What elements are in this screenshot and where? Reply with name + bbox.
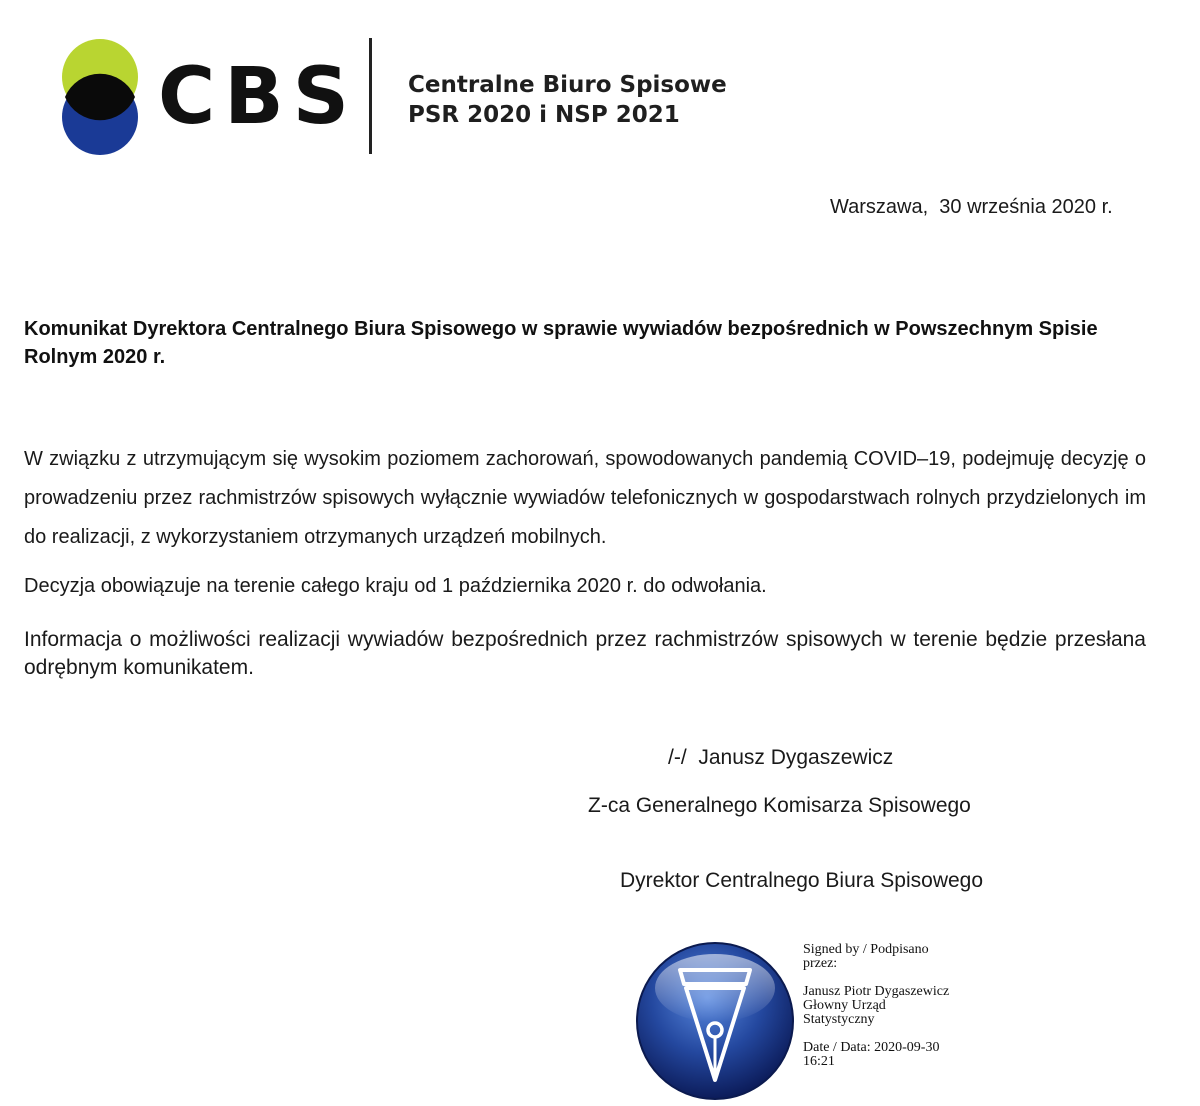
- signature-date-line-1: Date / Data: 2020-09-30: [803, 1040, 940, 1055]
- cbs-logo-icon: [60, 38, 142, 156]
- signed-by-line-2: przez:: [803, 956, 838, 971]
- signatory-role-1: Z-ca Generalnego Komisarza Spisowego: [588, 794, 971, 817]
- document-heading: Komunikat Dyrektora Centralnego Biura Spisowego w sprawie wywiadów bezpośrednich w Powszechnym Spisie Rolnym 2020 r.: [24, 318, 1098, 368]
- signer-line-2: Głowny Urząd: [803, 998, 886, 1013]
- logo-divider: [369, 38, 372, 154]
- signatory-role-2: Dyrektor Centralnego Biura Spisowego: [620, 869, 984, 892]
- body-paragraph-1: W związku z utrzymującym się wysokim poziomem zachorowań, spowodowanych pandemią COVID–19, podejmuję decyzję o prowadzeniu przez rachmistrzów spisowych wyłącznie wywiadów telefonicznych w gospodarstwach rolnych przydzielonych im do realizacji, z wykorzystaniem otrzymanych urządzeń mobilnych.: [24, 448, 1146, 548]
- signed-by-line-1: Signed by / Podpisano: [803, 942, 929, 957]
- logo-wordmark: CBS: [158, 52, 358, 142]
- body-paragraph-2: Decyzja obowiązuje na terenie całego kraju od 1 października 2020 r. do odwołania.: [24, 575, 767, 597]
- digital-signature-info: [803, 943, 1003, 1069]
- organization-name: [408, 70, 727, 130]
- pen-nib-seal-icon: [634, 940, 796, 1102]
- signer-line-1: Janusz Piotr Dygaszewicz: [803, 984, 950, 999]
- place-date: Warszawa, 30 września 2020 r.: [830, 196, 1113, 218]
- org-line-1: Centralne Biuro Spisowe: [408, 72, 727, 98]
- org-line-2: PSR 2020 i NSP 2021: [408, 102, 680, 128]
- signature-date-line-2: 16:21: [803, 1054, 835, 1069]
- signatory-name: /-/ Janusz Dygaszewicz: [668, 746, 894, 769]
- body-paragraph-3: Informacja o możliwości realizacji wywiadów bezpośrednich przez rachmistrzów spisowych w terenie będzie przesłana odrębnym komunikatem.: [24, 628, 1146, 679]
- signer-line-3: Statystyczny: [803, 1012, 875, 1027]
